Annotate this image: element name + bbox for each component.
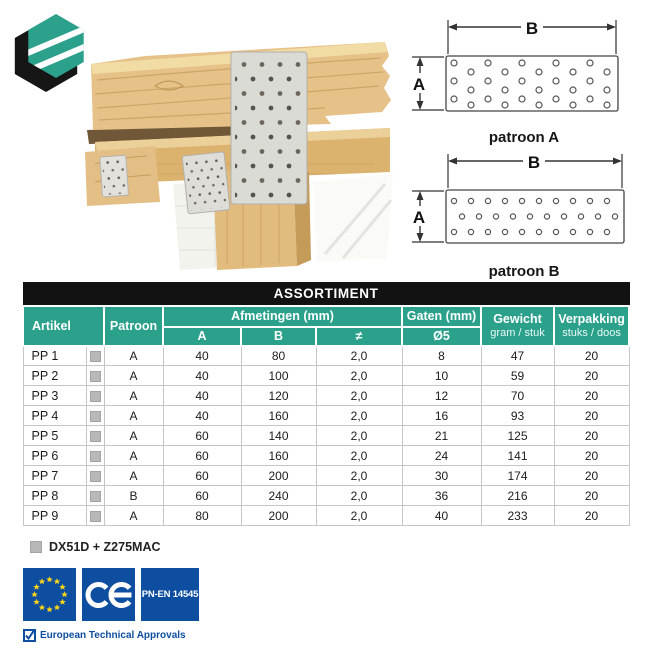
cell-a: 60 bbox=[163, 446, 241, 466]
cell-artikel: PP 8 bbox=[23, 486, 86, 506]
header-sub-diameter: Ø5 bbox=[402, 327, 481, 346]
steel-swatch bbox=[90, 351, 101, 362]
header-verpakking bbox=[554, 306, 629, 346]
cell-weight: 70 bbox=[481, 386, 554, 406]
table-row bbox=[23, 506, 629, 526]
cell-artikel: PP 4 bbox=[23, 406, 86, 426]
cell-holes: 40 bbox=[402, 506, 481, 526]
pattern-b-drawing bbox=[404, 146, 644, 256]
cell-weight: 93 bbox=[481, 406, 554, 426]
steel-swatch bbox=[30, 541, 42, 553]
cell-holes: 16 bbox=[402, 406, 481, 426]
cell-a: 40 bbox=[163, 366, 241, 386]
cell-material bbox=[86, 466, 104, 486]
steel-swatch bbox=[90, 491, 101, 502]
cell-material bbox=[86, 486, 104, 506]
eta-approvals bbox=[23, 629, 186, 642]
table-row bbox=[23, 466, 629, 486]
standard-badge: PN-EN 14545 bbox=[141, 568, 199, 621]
steel-swatch bbox=[90, 511, 101, 522]
cell-thickness: 2,0 bbox=[316, 426, 402, 446]
header-gewicht bbox=[481, 306, 554, 346]
dim-b-label: B bbox=[525, 19, 539, 38]
cell-b: 140 bbox=[241, 426, 316, 446]
cell-patroon: A bbox=[104, 406, 163, 426]
material-legend bbox=[30, 540, 161, 554]
steel-swatch bbox=[90, 371, 101, 382]
header-verpakking-unit: stuks / doos bbox=[562, 327, 621, 339]
cell-thickness: 2,0 bbox=[316, 506, 402, 526]
cell-holes: 36 bbox=[402, 486, 481, 506]
cell-b: 240 bbox=[241, 486, 316, 506]
cell-artikel: PP 5 bbox=[23, 426, 86, 446]
header-sub-b: B bbox=[241, 327, 316, 346]
cell-thickness: 2,0 bbox=[316, 346, 402, 366]
table-row bbox=[23, 366, 629, 386]
eta-label: European Technical Approvals bbox=[40, 630, 186, 641]
hexagon-stripes-logo-icon bbox=[12, 8, 88, 94]
dim-a-label: A bbox=[412, 75, 426, 94]
steel-swatch bbox=[90, 391, 101, 402]
cell-patroon: B bbox=[104, 486, 163, 506]
cell-artikel: PP 7 bbox=[23, 466, 86, 486]
cell-pack: 20 bbox=[554, 426, 629, 446]
header-gewicht-title: Gewicht bbox=[493, 312, 542, 326]
cell-thickness: 2,0 bbox=[316, 386, 402, 406]
cell-patroon: A bbox=[104, 446, 163, 466]
dim-a-label: A bbox=[412, 208, 426, 227]
cell-a: 60 bbox=[163, 466, 241, 486]
cell-pack: 20 bbox=[554, 446, 629, 466]
cell-artikel: PP 9 bbox=[23, 506, 86, 526]
cell-weight: 141 bbox=[481, 446, 554, 466]
cell-material bbox=[86, 406, 104, 426]
cell-patroon: A bbox=[104, 386, 163, 406]
cell-material bbox=[86, 446, 104, 466]
header-patroon: Patroon bbox=[104, 306, 163, 346]
cell-material bbox=[86, 366, 104, 386]
timber-joint-illustration bbox=[85, 14, 395, 272]
dim-b-label: B bbox=[527, 153, 541, 172]
header-verpakking-title: Verpakking bbox=[558, 312, 625, 326]
cell-weight: 233 bbox=[481, 506, 554, 526]
checked-checkbox-icon bbox=[23, 629, 36, 642]
cell-a: 60 bbox=[163, 486, 241, 506]
steel-swatch bbox=[90, 411, 101, 422]
table-title: ASSORTIMENT bbox=[23, 283, 629, 306]
cell-weight: 216 bbox=[481, 486, 554, 506]
table-row bbox=[23, 426, 629, 446]
cell-patroon: A bbox=[104, 346, 163, 366]
pattern-a-caption: patroon A bbox=[488, 129, 560, 146]
cell-artikel: PP 6 bbox=[23, 446, 86, 466]
cell-b: 200 bbox=[241, 466, 316, 486]
cell-material bbox=[86, 506, 104, 526]
cell-thickness: 2,0 bbox=[316, 446, 402, 466]
header-artikel: Artikel bbox=[23, 306, 104, 346]
cell-a: 40 bbox=[163, 406, 241, 426]
header-sub-a: A bbox=[163, 327, 241, 346]
header-gaten: Gaten (mm) bbox=[402, 306, 481, 327]
cell-b: 100 bbox=[241, 366, 316, 386]
pattern-b-caption: patroon B bbox=[488, 263, 560, 280]
header-sub-thickness: ≠ bbox=[316, 327, 402, 346]
cell-weight: 125 bbox=[481, 426, 554, 446]
cell-holes: 24 bbox=[402, 446, 481, 466]
cell-patroon: A bbox=[104, 466, 163, 486]
eu-flag-icon bbox=[23, 568, 76, 621]
cell-b: 200 bbox=[241, 506, 316, 526]
cell-thickness: 2,0 bbox=[316, 466, 402, 486]
cell-b: 160 bbox=[241, 446, 316, 466]
header-gewicht-unit: gram / stuk bbox=[490, 327, 545, 339]
pattern-a-drawing bbox=[404, 12, 644, 122]
cell-a: 60 bbox=[163, 426, 241, 446]
cell-artikel: PP 1 bbox=[23, 346, 86, 366]
header-afmetingen: Afmetingen (mm) bbox=[163, 306, 402, 327]
certification-badges bbox=[23, 568, 199, 621]
cell-thickness: 2,0 bbox=[316, 486, 402, 506]
cell-patroon: A bbox=[104, 426, 163, 446]
pattern-b-diagram bbox=[404, 146, 644, 280]
cell-b: 120 bbox=[241, 386, 316, 406]
cell-material bbox=[86, 386, 104, 406]
cell-holes: 21 bbox=[402, 426, 481, 446]
cell-pack: 20 bbox=[554, 406, 629, 426]
cell-pack: 20 bbox=[554, 466, 629, 486]
cell-thickness: 2,0 bbox=[316, 366, 402, 386]
ce-mark-icon bbox=[82, 568, 135, 621]
table-row bbox=[23, 446, 629, 466]
cell-weight: 59 bbox=[481, 366, 554, 386]
cell-patroon: A bbox=[104, 506, 163, 526]
cell-material bbox=[86, 346, 104, 366]
steel-swatch bbox=[90, 451, 101, 462]
cell-weight: 47 bbox=[481, 346, 554, 366]
cell-holes: 10 bbox=[402, 366, 481, 386]
cell-b: 80 bbox=[241, 346, 316, 366]
cell-holes: 12 bbox=[402, 386, 481, 406]
table-row bbox=[23, 486, 629, 506]
material-legend-label: DX51D + Z275MAC bbox=[49, 540, 161, 554]
pattern-a-diagram bbox=[404, 12, 644, 146]
cell-thickness: 2,0 bbox=[316, 406, 402, 426]
cell-weight: 174 bbox=[481, 466, 554, 486]
table-row bbox=[23, 406, 629, 426]
cell-pack: 20 bbox=[554, 366, 629, 386]
steel-swatch bbox=[90, 431, 101, 442]
cell-artikel: PP 2 bbox=[23, 366, 86, 386]
table-row bbox=[23, 346, 629, 366]
table-row bbox=[23, 386, 629, 406]
assortment-table bbox=[22, 282, 628, 526]
cell-pack: 20 bbox=[554, 506, 629, 526]
cell-patroon: A bbox=[104, 366, 163, 386]
cell-holes: 8 bbox=[402, 346, 481, 366]
cell-a: 40 bbox=[163, 386, 241, 406]
cell-pack: 20 bbox=[554, 486, 629, 506]
cell-pack: 20 bbox=[554, 386, 629, 406]
cell-pack: 20 bbox=[554, 346, 629, 366]
cell-material bbox=[86, 426, 104, 446]
cell-artikel: PP 3 bbox=[23, 386, 86, 406]
cell-a: 40 bbox=[163, 346, 241, 366]
cell-holes: 30 bbox=[402, 466, 481, 486]
cell-b: 160 bbox=[241, 406, 316, 426]
cell-a: 80 bbox=[163, 506, 241, 526]
steel-swatch bbox=[90, 471, 101, 482]
